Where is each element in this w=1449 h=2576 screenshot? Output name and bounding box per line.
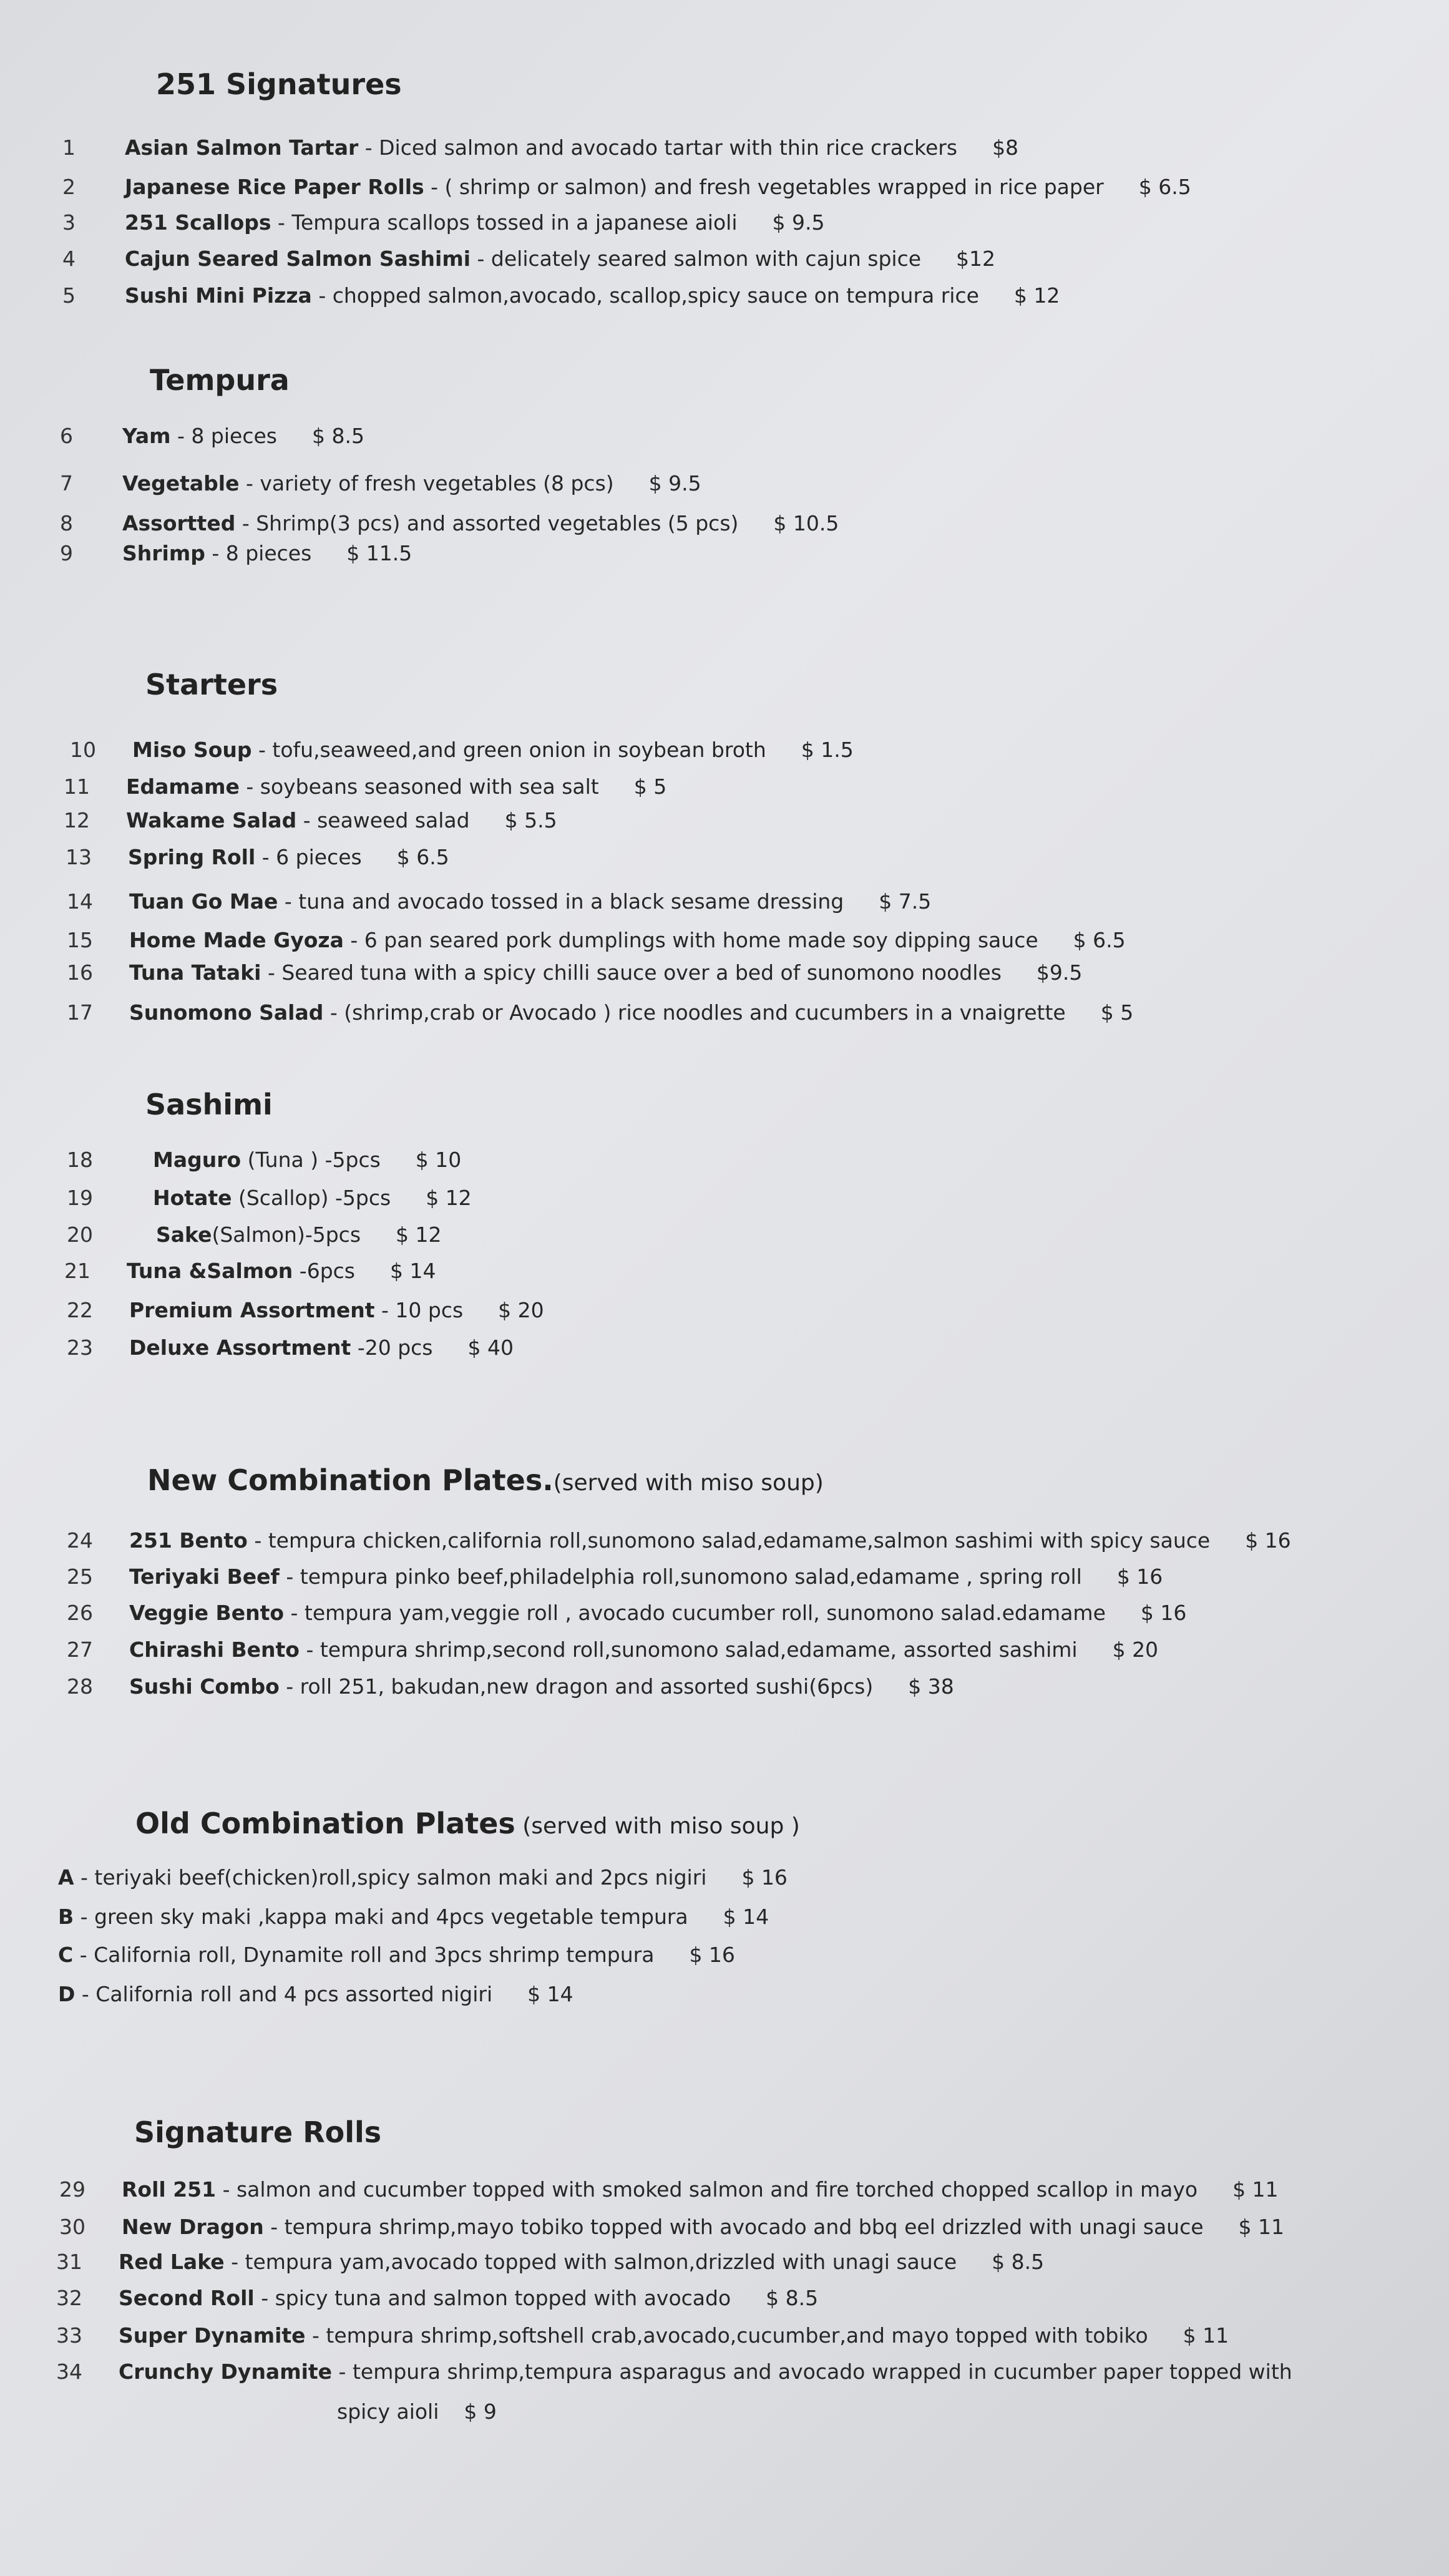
item-name: Asian Salmon Tartar <box>125 135 359 160</box>
menu-item <box>67 889 932 914</box>
item-number: 5 <box>62 283 76 308</box>
item-price: $ 14 <box>723 1905 769 1929</box>
item-price: $ 10.5 <box>773 511 839 535</box>
item-price: $ 1.5 <box>801 738 854 762</box>
item-price: $ 20 <box>498 1298 544 1322</box>
item-name: Teriyaki Beef <box>129 1564 280 1589</box>
item-price: $ 14 <box>527 1982 573 2006</box>
item-price: $ 20 <box>1112 1637 1159 1662</box>
item-description: - seaweed salad <box>296 808 470 832</box>
item-price: $ 16 <box>689 1943 735 1967</box>
menu-item <box>62 175 1191 199</box>
item-number: 29 <box>59 2177 85 2202</box>
item-number: 32 <box>56 2286 82 2310</box>
menu-item <box>64 1259 436 1283</box>
section-title-new-combination <box>147 1463 824 1497</box>
item-description: - salmon and cucumber topped with smoked salmon and fire torched chopped scallop in mayo <box>216 2177 1198 2202</box>
item-price: $ 11 <box>1183 2323 1229 2348</box>
item-description: - chopped salmon,avocado, scallop,spicy sauce on tempura rice <box>311 283 979 308</box>
item-name: Sake <box>156 1222 212 1247</box>
item-description: - Diced salmon and avocado tartar with thin rice crackers <box>358 135 958 160</box>
item-number: 15 <box>67 928 93 952</box>
item-name: Tuna Tataki <box>129 960 261 985</box>
item-name: Tuan Go Mae <box>129 889 278 914</box>
menu-item <box>56 2286 819 2310</box>
item-description: - variety of fresh vegetables (8 pcs) <box>239 471 614 495</box>
item-price: $ 9.5 <box>772 210 825 235</box>
item-price: $ 8.5 <box>766 2286 819 2310</box>
item-name: Assortted <box>122 511 236 535</box>
item-name: Edamame <box>126 774 240 799</box>
item-name: Shrimp <box>122 541 205 565</box>
item-name: Roll 251 <box>122 2177 217 2202</box>
item-description: - tempura chicken,california roll,sunomono salad,edamame,salmon sashimi with spicy sauce <box>247 1528 1211 1553</box>
item-name: Sushi Combo <box>129 1674 280 1699</box>
section-title-note: (served with miso soup) <box>553 1470 824 1496</box>
item-name: 251 Scallops <box>125 210 271 235</box>
item-number: 13 <box>66 845 92 869</box>
item-name: Premium Assortment <box>129 1298 375 1322</box>
item-price: $8 <box>992 135 1019 160</box>
item-name: Yam <box>122 424 171 448</box>
item-name: Deluxe Assortment <box>129 1335 351 1360</box>
item-price: $ 16 <box>1116 1564 1163 1589</box>
item-description: - Seared tuna with a spicy chilli sauce over a bed of sunomono noodles <box>261 960 1002 985</box>
menu-item <box>60 511 839 535</box>
menu-item <box>59 2177 1279 2202</box>
menu-item <box>60 471 701 495</box>
item-price: $ 38 <box>908 1674 954 1699</box>
menu-item <box>67 1674 954 1699</box>
item-description: - green sky maki ,kappa maki and 4pcs vegetable tempura <box>74 1905 688 1929</box>
item-name: Wakame Salad <box>126 808 297 832</box>
menu-item <box>56 2323 1229 2348</box>
item-name: Vegetable <box>122 471 240 495</box>
menu-item <box>62 210 825 235</box>
item-name: Tuna &Salmon <box>127 1259 293 1283</box>
item-price: $ 16 <box>741 1865 788 1890</box>
item-price: $ 12 <box>1013 283 1060 308</box>
section-title-text: New Combination Plates. <box>147 1463 554 1497</box>
item-number: 3 <box>62 210 76 235</box>
item-number: 6 <box>60 424 73 448</box>
item-description: - 8 pieces <box>205 541 312 565</box>
item-price: $ 40 <box>467 1335 514 1360</box>
item-price: $ 11.5 <box>346 541 412 565</box>
item-number: 17 <box>67 1000 93 1025</box>
item-description: - tempura shrimp,mayo tobiko topped with avocado and bbq eel drizzled with unagi sauce <box>263 2215 1204 2239</box>
section-title-tempura: Tempura <box>150 363 290 397</box>
item-description: (Scallop) -5pcs <box>232 1186 391 1210</box>
item-name: Super Dynamite <box>119 2323 306 2348</box>
item-number: 11 <box>64 774 90 799</box>
item-description: - 8 pieces <box>170 424 277 448</box>
item-price: $ 14 <box>390 1259 436 1283</box>
menu-item <box>56 2359 1292 2384</box>
item-name: C <box>58 1943 74 1967</box>
menu-item <box>58 1944 735 1965</box>
item-price: $ 11 <box>1238 2215 1285 2239</box>
item-description: - teriyaki beef(chicken)roll,spicy salmon maki and 2pcs nigiri <box>74 1865 707 1890</box>
item-name: Spring Roll <box>128 845 256 869</box>
item-description: - 6 pieces <box>255 845 362 869</box>
item-description: - (shrimp,crab or Avocado ) rice noodles and cucumbers in a vnaigrette <box>323 1000 1066 1025</box>
item-name: A <box>58 1865 74 1890</box>
menu-item <box>67 1335 514 1360</box>
item-number: 12 <box>64 808 90 832</box>
item-number: 33 <box>56 2323 82 2348</box>
item-description: - tempura yam,veggie roll , avocado cucumber roll, sunomono salad.edamame <box>284 1601 1106 1625</box>
item-description: -6pcs <box>293 1259 355 1283</box>
item-number: 34 <box>56 2359 82 2384</box>
menu-item <box>58 1867 788 1888</box>
section-title-signatures: 251 Signatures <box>156 67 402 101</box>
menu-item <box>67 1000 1134 1025</box>
item-description: - 6 pan seared pork dumplings with home made soy dipping sauce <box>343 928 1038 952</box>
menu-item-continuation <box>337 2399 497 2424</box>
item-price: $ 12 <box>396 1222 442 1247</box>
item-number: 23 <box>67 1335 93 1360</box>
menu-item <box>64 808 557 832</box>
section-title-sashimi: Sashimi <box>145 1088 273 1121</box>
item-name: Cajun Seared Salmon Sashimi <box>125 246 471 271</box>
item-number: 27 <box>67 1637 93 1662</box>
item-name: Chirashi Bento <box>129 1637 300 1662</box>
item-price: $ 16 <box>1245 1528 1291 1553</box>
item-number: 4 <box>62 246 76 271</box>
item-number: 18 <box>67 1148 93 1172</box>
item-description: - tofu,seaweed,and green onion in soybean broth <box>251 738 766 762</box>
menu-item <box>59 2215 1285 2239</box>
menu-item <box>67 1564 1163 1589</box>
menu-item <box>62 135 1019 160</box>
item-description: - tempura shrimp,softshell crab,avocado,cucumber,and mayo topped with tobiko <box>305 2323 1148 2348</box>
item-name: Second Roll <box>119 2286 255 2310</box>
item-number: 25 <box>67 1564 93 1589</box>
item-description: - tuna and avocado tossed in a black sesame dressing <box>278 889 844 914</box>
item-name: 251 Bento <box>129 1528 248 1553</box>
item-price: $ 12 <box>426 1186 472 1210</box>
section-title-old-combination <box>135 1807 800 1840</box>
menu-item <box>67 1186 472 1210</box>
item-number: 19 <box>67 1186 93 1210</box>
item-number: 26 <box>67 1601 93 1625</box>
menu-item <box>67 1601 1187 1625</box>
menu-item <box>62 283 1060 308</box>
item-description: - California roll and 4 pcs assorted nigiri <box>75 1982 493 2006</box>
item-description: - roll 251, bakudan,new dragon and assorted sushi(6pcs) <box>279 1674 874 1699</box>
item-price: $12 <box>956 246 996 271</box>
item-price: $ 16 <box>1140 1601 1187 1625</box>
item-description: - Shrimp(3 pcs) and assorted vegetables (5 pcs) <box>235 511 739 535</box>
item-name: Red Lake <box>119 2250 225 2274</box>
item-number: 1 <box>62 135 76 160</box>
menu-item <box>60 541 412 565</box>
item-description: -20 pcs <box>351 1335 433 1360</box>
item-description: (Tuna ) -5pcs <box>241 1148 381 1172</box>
item-description: - tempura pinko beef,philadelphia roll,sunomono salad,edamame , spring roll <box>279 1564 1082 1589</box>
item-name: Sushi Mini Pizza <box>125 283 312 308</box>
item-price: $ 5.5 <box>504 808 557 832</box>
section-title-note: (served with miso soup ) <box>515 1813 800 1839</box>
item-price: $ 6.5 <box>1138 175 1191 199</box>
item-number: 20 <box>67 1222 93 1247</box>
item-number: 22 <box>67 1298 93 1322</box>
item-name: Sunomono Salad <box>129 1000 324 1025</box>
menu-item <box>60 424 364 448</box>
item-name: Home Made Gyoza <box>129 928 344 952</box>
item-number: 30 <box>59 2215 85 2239</box>
item-number: 31 <box>56 2250 82 2274</box>
item-number: 10 <box>70 738 96 762</box>
item-price: $ 11 <box>1232 2177 1279 2202</box>
item-number: 8 <box>60 511 73 535</box>
item-description: - ( shrimp or salmon) and fresh vegetables wrapped in rice paper <box>424 175 1104 199</box>
item-name: Hotate <box>153 1186 232 1210</box>
menu-item <box>67 1222 442 1247</box>
item-name: Maguro <box>153 1148 242 1172</box>
section-title-signature-rolls: Signature Rolls <box>134 2115 382 2149</box>
menu-item <box>62 246 996 271</box>
item-number: 14 <box>67 889 93 914</box>
item-description: - spicy tuna and salmon topped with avocado <box>254 2286 731 2310</box>
item-description: - tempura shrimp,second roll,sunomono salad,edamame, assorted sashimi <box>299 1637 1078 1662</box>
item-price: $ 6.5 <box>1073 928 1126 952</box>
menu-item <box>58 1984 573 2004</box>
item-price: $ 9 <box>464 2399 497 2424</box>
item-description: spicy aioli <box>337 2399 439 2424</box>
menu-item <box>67 1528 1291 1553</box>
item-number: 16 <box>67 960 93 985</box>
item-price: $ 8.5 <box>311 424 364 448</box>
menu-item <box>70 738 854 762</box>
item-name: Veggie Bento <box>129 1601 285 1625</box>
menu-item <box>67 928 1126 952</box>
item-price: $9.5 <box>1036 960 1083 985</box>
item-description: - soybeans seasoned with sea salt <box>239 774 599 799</box>
section-title-text: Old Combination Plates <box>135 1807 515 1840</box>
item-description: (Salmon)-5pcs <box>212 1222 361 1247</box>
menu-item <box>67 1637 1159 1662</box>
item-name: Crunchy Dynamite <box>119 2359 333 2384</box>
item-price: $ 5 <box>1100 1000 1134 1025</box>
menu-item <box>56 2250 1045 2274</box>
item-name: B <box>58 1905 74 1929</box>
item-number: 7 <box>60 471 73 495</box>
menu-item <box>58 1906 769 1927</box>
menu-item <box>67 1298 544 1322</box>
item-description: - delicately seared salmon with cajun spice <box>471 246 922 271</box>
item-number: 21 <box>64 1259 90 1283</box>
item-number: 24 <box>67 1528 93 1553</box>
menu-item <box>67 1148 462 1172</box>
item-description: - 10 pcs <box>374 1298 464 1322</box>
item-number: 28 <box>67 1674 93 1699</box>
item-number: 2 <box>62 175 76 199</box>
item-price: $ 5 <box>633 774 667 799</box>
item-number: 9 <box>60 541 73 565</box>
item-description: - California roll, Dynamite roll and 3pcs shrimp tempura <box>73 1943 655 1967</box>
item-name: Japanese Rice Paper Rolls <box>125 175 424 199</box>
item-description: - tempura yam,avocado topped with salmon,drizzled with unagi sauce <box>224 2250 957 2274</box>
item-name: Miso Soup <box>132 738 252 762</box>
menu-item <box>67 960 1083 985</box>
item-name: New Dragon <box>122 2215 264 2239</box>
item-description: - Tempura scallops tossed in a japanese aioli <box>271 210 738 235</box>
item-price: $ 6.5 <box>396 845 449 869</box>
section-title-starters: Starters <box>145 668 278 701</box>
item-name: D <box>58 1982 76 2006</box>
item-price: $ 9.5 <box>648 471 701 495</box>
menu-item <box>64 774 667 799</box>
item-price: $ 10 <box>415 1148 462 1172</box>
menu-item <box>66 845 449 869</box>
item-description: - tempura shrimp,tempura asparagus and avocado wrapped in cucumber paper topped with <box>332 2359 1292 2384</box>
item-price: $ 7.5 <box>879 889 932 914</box>
item-price: $ 8.5 <box>992 2250 1045 2274</box>
